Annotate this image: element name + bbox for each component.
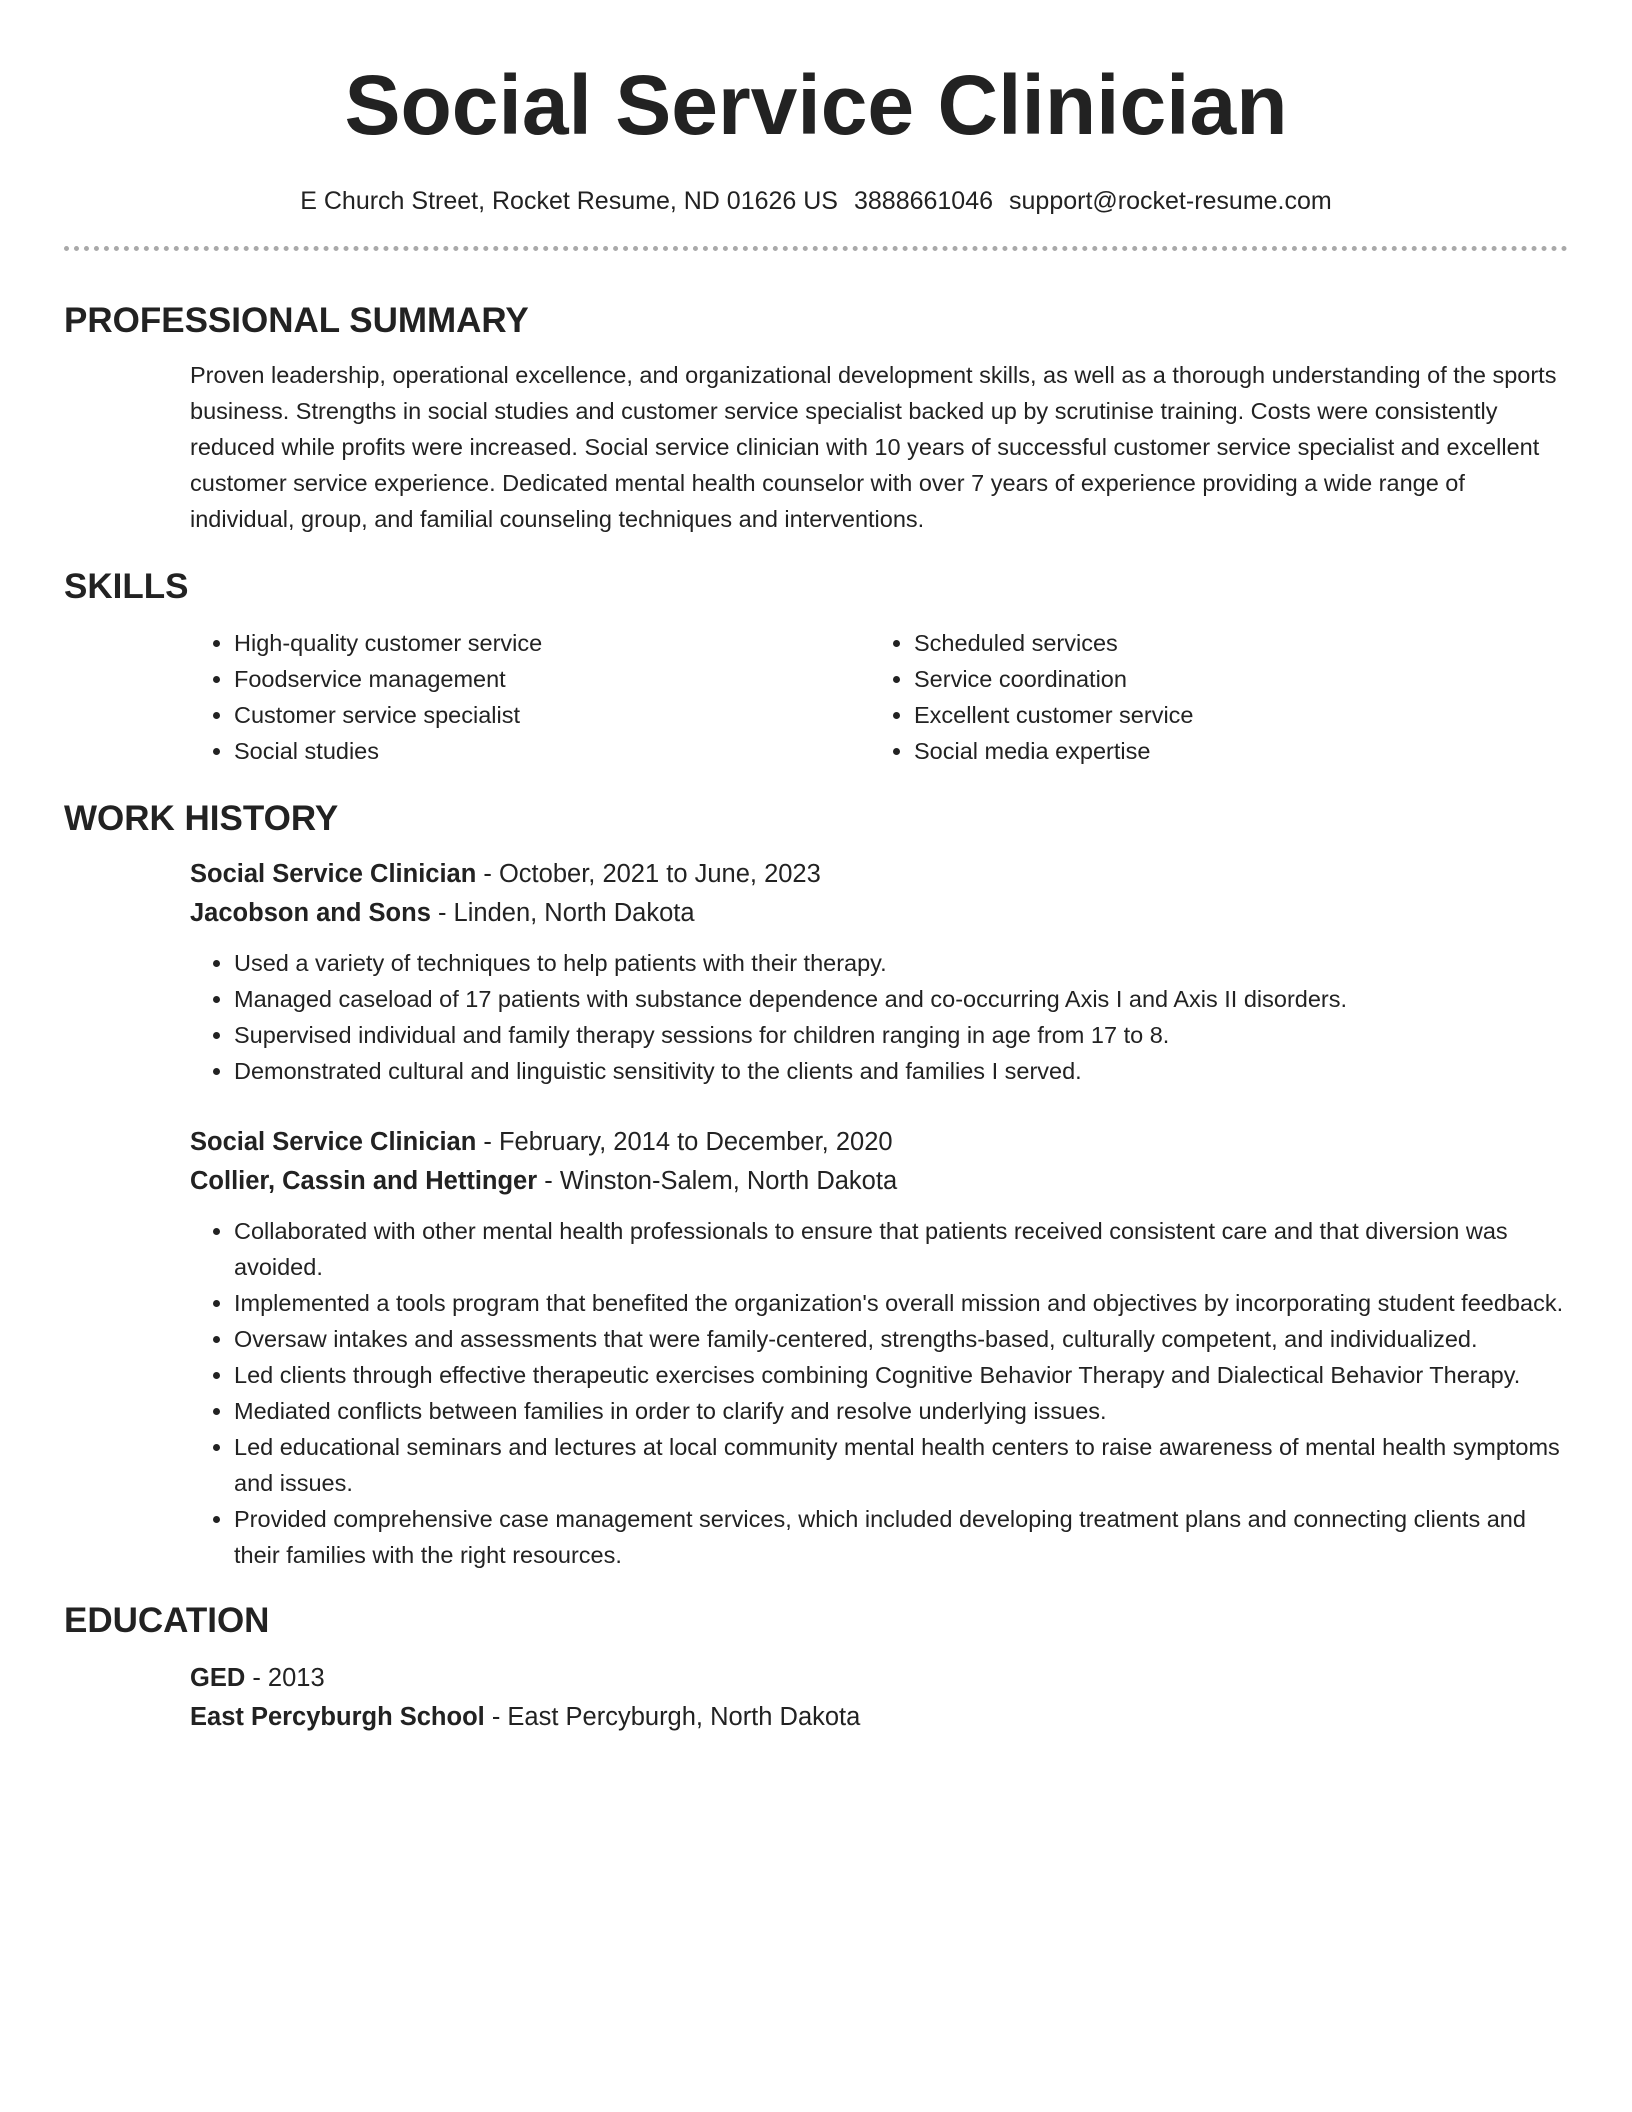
skills-section xyxy=(64,565,1568,769)
job-bullets xyxy=(190,1213,1568,1573)
contact-line xyxy=(64,184,1568,218)
job-company-line xyxy=(190,894,1568,933)
header-divider xyxy=(64,246,1568,251)
degree: GED xyxy=(190,1664,246,1692)
skill-item: • Service coordination xyxy=(914,661,1568,697)
school-name: East Percyburgh School xyxy=(190,1703,485,1731)
skill-item: • Social media expertise xyxy=(914,733,1568,769)
skill-item: • Foodservice management xyxy=(234,661,870,697)
degree-year: - 2013 xyxy=(245,1664,325,1692)
job-bullet: • Oversaw intakes and assessments that were family-centered, strengths-based, culturally competent, and individualized. xyxy=(234,1321,1568,1357)
school-line xyxy=(190,1698,1568,1737)
job-bullet: • Supervised individual and family therapy sessions for children ranging in age from 17 to 8. xyxy=(234,1017,1568,1053)
work-history-heading: WORK HISTORY xyxy=(64,799,339,838)
job-bullet: • Demonstrated cultural and linguistic sensitivity to the clients and families I served. xyxy=(234,1053,1568,1089)
contact-address: E Church Street, Rocket Resume, ND 01626 US xyxy=(300,187,838,215)
education-heading: EDUCATION xyxy=(64,1601,270,1640)
skill-item: • Excellent customer service xyxy=(914,697,1568,733)
degree-line xyxy=(190,1659,1568,1698)
candidate-name: Social Service Clinician xyxy=(344,58,1288,152)
skills-grid xyxy=(190,625,1568,769)
job-bullet: • Used a variety of techniques to help patients with their therapy. xyxy=(234,945,1568,981)
school-location: - East Percyburgh, North Dakota xyxy=(484,1703,861,1731)
job-location: - Winston-Salem, North Dakota xyxy=(537,1167,898,1195)
skill-item: • Scheduled services xyxy=(914,625,1568,661)
job-bullet: • Collaborated with other mental health professionals to ensure that patients received consistent care and that diversion was avoided. xyxy=(234,1213,1568,1285)
job-title: Social Service Clinician xyxy=(190,860,477,888)
job-title-line xyxy=(190,1123,1568,1162)
contact-phone: 3888661046 xyxy=(853,187,994,215)
summary-section xyxy=(64,299,1568,537)
skills-list-left xyxy=(190,625,870,769)
job-bullet: • Led educational seminars and lectures at local community mental health centers to raise awareness of mental health symptoms and issues. xyxy=(234,1429,1568,1501)
summary-text: Proven leadership, operational excellence, and organizational development skills, as well as a thorough understanding of the sports business. Strengths in social studies and customer service specialist backed up by scrutinise training. Costs were consistently reduced while profits were increased. Social service clinician with 10 years of successful customer service specialist and excellent customer service experience. Dedicated mental health counselor with over 7 years of experience providing a wide range of individual, group, and familial counseling techniques and interventions. xyxy=(190,362,1557,532)
skill-item: • Social studies xyxy=(234,733,870,769)
education-entry xyxy=(190,1659,1568,1737)
job-bullet: • Implemented a tools program that benefited the organization's overall mission and objectives by incorporating student feedback. xyxy=(234,1285,1568,1321)
job-bullets xyxy=(190,945,1568,1089)
skill-item: • High-quality customer service xyxy=(234,625,870,661)
job-dates: - February, 2014 to December, 2020 xyxy=(476,1128,893,1156)
job-entry xyxy=(190,1123,1568,1573)
skill-item: • Customer service specialist xyxy=(234,697,870,733)
job-bullet: • Led clients through effective therapeutic exercises combining Cognitive Behavior Therapy and Dialectical Behavior Therapy. xyxy=(234,1357,1568,1393)
job-company: Jacobson and Sons xyxy=(190,899,431,927)
skills-list-right xyxy=(870,625,1568,769)
contact-email: support@rocket-resume.com xyxy=(1009,187,1332,215)
job-bullet: • Managed caseload of 17 patients with substance dependence and co-occurring Axis I and Axis II disorders. xyxy=(234,981,1568,1017)
work-history-section xyxy=(64,797,1568,1573)
job-bullet: • Provided comprehensive case management services, which included developing treatment plans and connecting clients and their families with the right resources. xyxy=(234,1501,1568,1573)
job-location: - Linden, North Dakota xyxy=(430,899,695,927)
job-bullet: • Mediated conflicts between families in order to clarify and resolve underlying issues. xyxy=(234,1393,1568,1429)
job-entry xyxy=(190,855,1568,1089)
summary-heading: PROFESSIONAL SUMMARY xyxy=(64,301,529,340)
job-title: Social Service Clinician xyxy=(190,1128,477,1156)
job-company-line xyxy=(190,1162,1568,1201)
job-dates: - October, 2021 to June, 2023 xyxy=(476,860,821,888)
job-title-line xyxy=(190,855,1568,894)
job-company: Collier, Cassin and Hettinger xyxy=(190,1167,538,1195)
skills-heading: SKILLS xyxy=(64,567,189,606)
education-section xyxy=(64,1599,1568,1737)
